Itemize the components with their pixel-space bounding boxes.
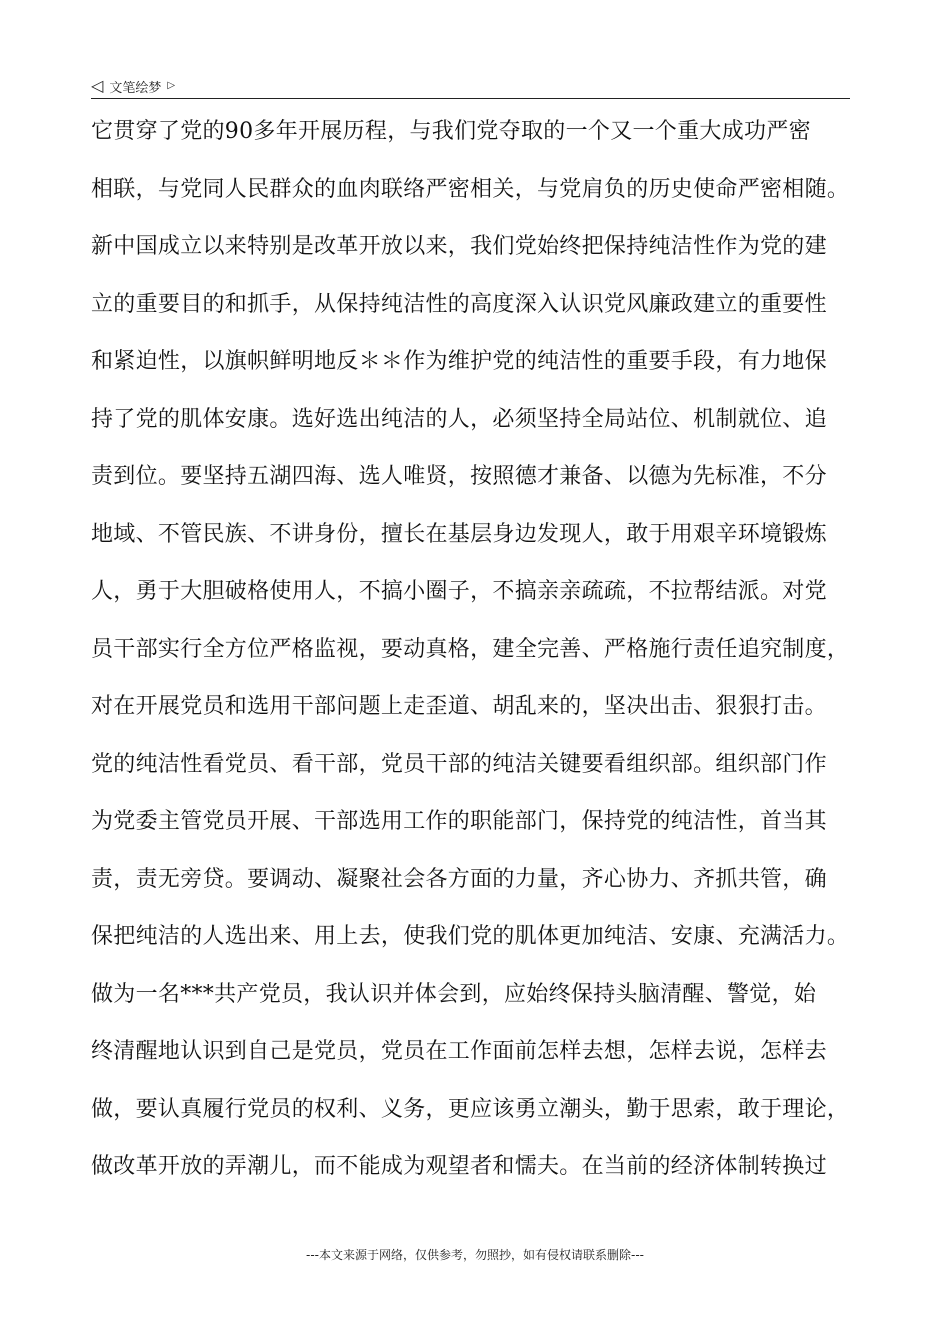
footer-disclaimer: ---本文来源于网络，仅供参考，勿照抄，如有侵权请联系删除--- (306, 1248, 644, 1262)
text-line: 保把纯洁的人选出来、用上去，使我们党的肌体更加纯洁、安康、充满活力。 (91, 924, 850, 949)
triangle-left-icon: ◁ (91, 76, 104, 95)
text-line: 人，勇于大胆破格使用人，不搞小圈子，不搞亲亲疏疏，不拉帮结派。对党 (91, 579, 827, 604)
text-line: 责到位。要坚持五湖四海、选人唯贤，按照德才兼备、以德为先标准，不分 (91, 464, 827, 489)
text-line: 做为一名***共产党员，我认识并体会到，应始终保持头脑清醒、警觉，始 (91, 981, 817, 1007)
text-line: 党的纯洁性看党员、看干部，党员干部的纯洁关键要看组织部。组织部门作 (91, 751, 827, 777)
document-body (91, 110, 856, 1203)
text-line: 对在开展党员和选用干部问题上走歪道、胡乱来的，坚决出击、狠狠打击。 (91, 694, 827, 719)
text-line: 它贯穿了党的90多年开展历程，与我们党夺取的一个又一个重大成功严密 (91, 119, 811, 144)
text-line: 持了党的肌体安康。选好选出纯洁的人，必须坚持全局站位、机制就位、追 (91, 406, 827, 432)
text-line: 责，责无旁贷。要调动、凝聚社会各方面的力量，齐心协力、齐抓共管，确 (91, 866, 827, 892)
text-line: 员干部实行全方位严格监视，要动真格，建全完善、严格施行责任追究制度， (91, 636, 850, 662)
text-line: 新中国成立以来特别是改革开放以来，我们党始终把保持纯洁性作为党的建 (91, 234, 827, 259)
text-line: 地域、不管民族、不讲身份，擅长在基层身边发现人，敢于用艰辛环境锻炼 (91, 521, 827, 547)
text-line: 终清醒地认识到自己是党员，党员在工作面前怎样去想，怎样去说，怎样去 (91, 1039, 827, 1064)
text-line: 做，要认真履行党员的权利、义务，更应该勇立潮头，勤于思索，敢于理论， (91, 1096, 850, 1122)
text-line: 做改革开放的弄潮儿，而不能成为观望者和懦夫。在当前的经济体制转换过 (91, 1154, 827, 1179)
header-divider (91, 98, 850, 99)
page-header (91, 74, 850, 98)
text-line: 为党委主管党员开展、干部选用工作的职能部门，保持党的纯洁性，首当其 (91, 809, 827, 834)
text-line: 相联，与党同人民群众的血肉联络严密相关，与党肩负的历史使命严密相随。 (91, 176, 850, 202)
header-title: 文笔绘梦 (109, 80, 162, 96)
triangle-right-icon: ▷ (167, 80, 176, 91)
text-line: 立的重要目的和抓手，从保持纯洁性的高度深入认识党风廉政建立的重要性 (91, 291, 827, 317)
text-line: 和紧迫性，以旗帜鲜明地反＊＊作为维护党的纯洁性的重要手段，有力地保 (91, 349, 827, 374)
